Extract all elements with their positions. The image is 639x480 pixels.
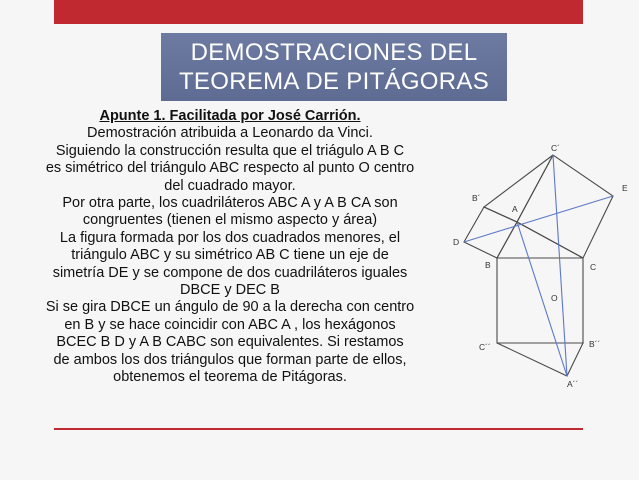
label-b: B <box>485 260 491 270</box>
label-b-prime: B´ <box>472 193 481 203</box>
small-square-left <box>464 207 517 258</box>
text-line: simetría DE y se compone de dos cuadriláteros iguales <box>52 264 408 281</box>
text-line: Si se gira DBCE un ángulo de 90 a la derecha con centro <box>45 299 415 316</box>
text-line: congruentes (tienen el mismo aspecto y área) <box>82 212 378 229</box>
small-square-right <box>517 155 613 258</box>
label-e: E <box>622 183 628 193</box>
text-line: Por otra parte, los cuadriláteros ABC A y A B CA son <box>62 195 398 212</box>
triangle-lower <box>497 343 583 376</box>
pythagoras-construction-diagram <box>450 138 639 393</box>
triangle-bprime-a-cprime <box>484 155 553 222</box>
title-line-2: TEOREMA DE PITÁGORAS <box>178 68 490 95</box>
text-line: del cuadrado mayor. <box>164 177 296 194</box>
symmetry-line-de <box>464 196 613 242</box>
top-accent-bar <box>54 0 583 24</box>
text-line: de ambos los dos triángulos que forman parte de ellos, <box>53 351 407 368</box>
text-line: La figura formada por los dos cuadrados menores, el <box>59 229 401 246</box>
slide-title <box>161 33 507 101</box>
text-line: DBCE y DEC B <box>180 282 280 299</box>
note-heading: Apunte 1. Facilitada por José Carrión. <box>99 108 361 124</box>
text-line: triángulo ABC y su simétrico AB C tiene un eje de <box>71 247 389 264</box>
label-c-double-prime: C´´ <box>479 342 491 352</box>
label-o: O <box>551 293 558 303</box>
bottom-divider <box>54 428 583 430</box>
text-line: BCEC B D y A B CABC son equivalentes. Si restamos <box>56 334 404 351</box>
text-line: Demostración atribuida a Leonardo da Vinci. <box>87 125 373 142</box>
label-b-double-prime: B´´ <box>589 339 601 349</box>
label-d: D <box>453 237 460 247</box>
proof-text <box>10 108 450 387</box>
label-c-prime: C´ <box>551 143 560 153</box>
label-a-double-prime: A´´ <box>567 379 579 389</box>
label-c: C <box>590 262 597 272</box>
label-a: A <box>512 204 518 214</box>
large-square <box>497 258 583 343</box>
text-line: es simétrico del triángulo ABC respecto al punto O centro <box>45 160 415 177</box>
title-line-1: DEMOSTRACIONES DEL <box>190 39 478 66</box>
text-line: Siguiendo la construcción resulta que el triágulo A B C <box>55 142 405 159</box>
text-line: obtenemos el teorema de Pitágoras. <box>113 369 347 386</box>
text-line: en B y se hace coincidir con ABC A , los hexágonos <box>64 316 396 333</box>
